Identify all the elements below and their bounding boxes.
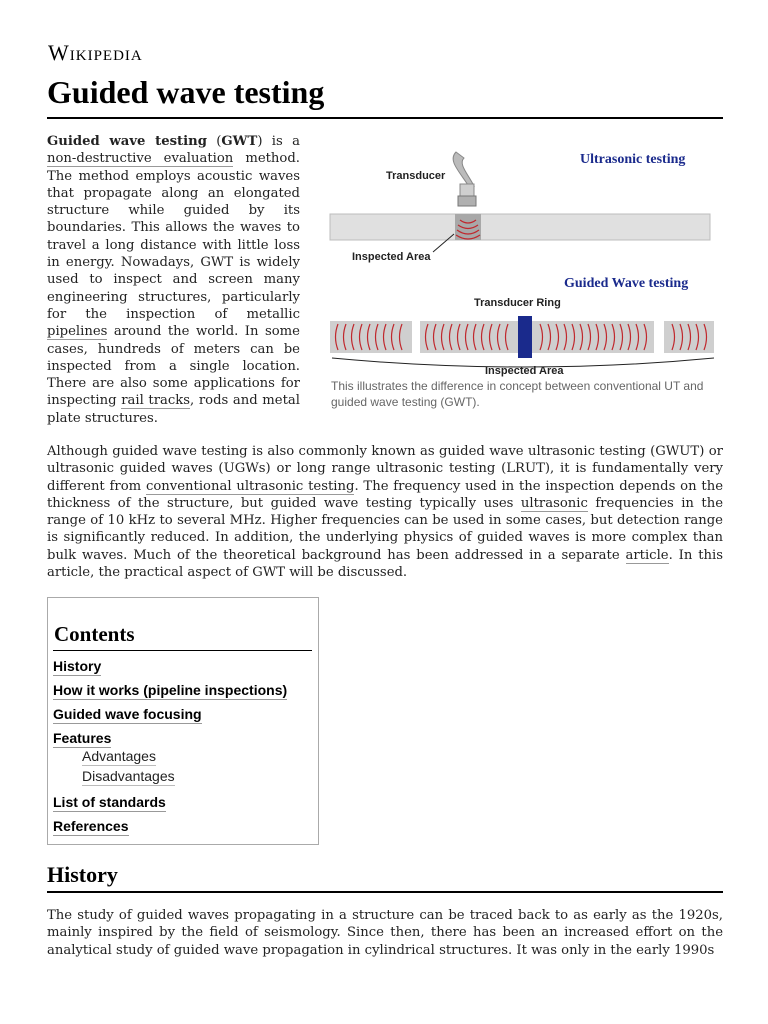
toc-item-references[interactable]: References [53,818,129,834]
lead-paragraph [47,133,300,427]
title-rule [47,117,723,119]
label-transducer-ring: Transducer Ring [474,297,561,309]
label-inspected-area-gwt: Inspected Area [485,365,564,377]
para2-text: Although guided wave testing is also commonly known as guided wave ultrasonic testing (GWUT) or ultrasonic guided waves (UGWs) or long range ultrasonic testing (LRUT), it is fundamentally very different from [47,444,723,494]
history-rule [47,891,723,893]
lead-term: Guided wave testing [47,134,207,149]
section-heading-history: History [47,862,118,887]
wikipedia-wordmark[interactable] [48,40,143,66]
figure-diagram [328,140,714,410]
label-inspected-area-ut: Inspected Area [352,251,431,263]
figure-caption: This illustrates the difference in concept between conventional UT and guided wave testing (GWT). [331,379,704,409]
lead-text: around the world. In some cases, hundreds of meters can be inspected from a single location. There are also some applications for inspecting [47,324,300,409]
title-ultrasonic-testing: Ultrasonic testing [580,152,686,167]
toc-item-guided-wave-focusing[interactable]: Guided wave focusing [53,706,202,722]
wordmark-text: Wikipedia [48,40,143,65]
link-ultrasonic[interactable]: ultrasonic [520,495,588,511]
link-rail-tracks[interactable]: rail tracks [121,393,191,409]
toc-item-list-of-standards[interactable]: List of standards [53,794,166,810]
ut-vs-gwt-figure[interactable] [328,140,714,410]
lead-abbr: GWT [221,134,258,149]
lead-text: ( [206,134,222,149]
para2-text: frequencies in the range of 10 kHz to several MHz. Higher frequencies can be used in some cases, but detection range is significantly reduced. In addition, the underlying physics of guided waves is more complex than bulk waves. Much of the theoretical background has been addressed in a separate [47,495,723,563]
toc-item-history[interactable]: History [53,658,102,674]
transducer-cable [453,152,474,186]
link-pipelines[interactable]: pipelines [47,324,108,340]
toc-item-how-it-works[interactable]: How it works (pipeline inspections) [53,682,288,698]
link-conventional-ultrasonic-testing[interactable]: conventional ultrasonic testing [145,478,355,494]
paragraph-2 [47,443,723,581]
link-article[interactable]: article [625,547,669,563]
para2-text: . In this article, the practical aspect of GWT will be discussed. [47,547,723,581]
page-title: Guided wave testing [47,74,325,110]
history-paragraph: The study of guided waves propagating in a structure can be traced back to as early as the 1920s, mainly inspired by the field of seismology. Since then, there has been an increased effort on the analytical study of guided wave propagation in cylindrical structures. It was only in the early 1990s [47,908,723,958]
toc-rule [53,650,312,651]
toc-subitem-disadvantages[interactable]: Disadvantages [82,768,175,784]
transducer-head [458,196,476,206]
lead-text: method. The method employs acoustic waves that propagate along an elongated structure while guided by its boundaries. This allows the waves to travel a long distance with little loss in energy. Nowadays, GWT is widely used to inspect and screen many engineering structures, particularly for the inspection of metallic [47,151,301,322]
link-non-destructive-evaluation[interactable]: non-destructive evaluation [47,151,234,167]
toc-heading: Contents [54,622,135,646]
label-transducer: Transducer [386,170,446,182]
table-of-contents [47,597,319,845]
title-guided-wave-testing: Guided Wave testing [564,276,689,291]
toc-subitem-advantages[interactable]: Advantages [82,748,156,764]
lead-text: ) is a [257,134,300,149]
toc-item-features[interactable]: Features [53,730,112,746]
transducer-body [460,184,474,196]
para2-text: . The frequency used in the inspection depends on the thickness of the structure, but guided wave testing typically uses [47,478,723,511]
ut-structure-bar [330,214,710,240]
transducer-ring [518,316,532,358]
lead-text: , rods and metal plate structures. [47,393,300,426]
